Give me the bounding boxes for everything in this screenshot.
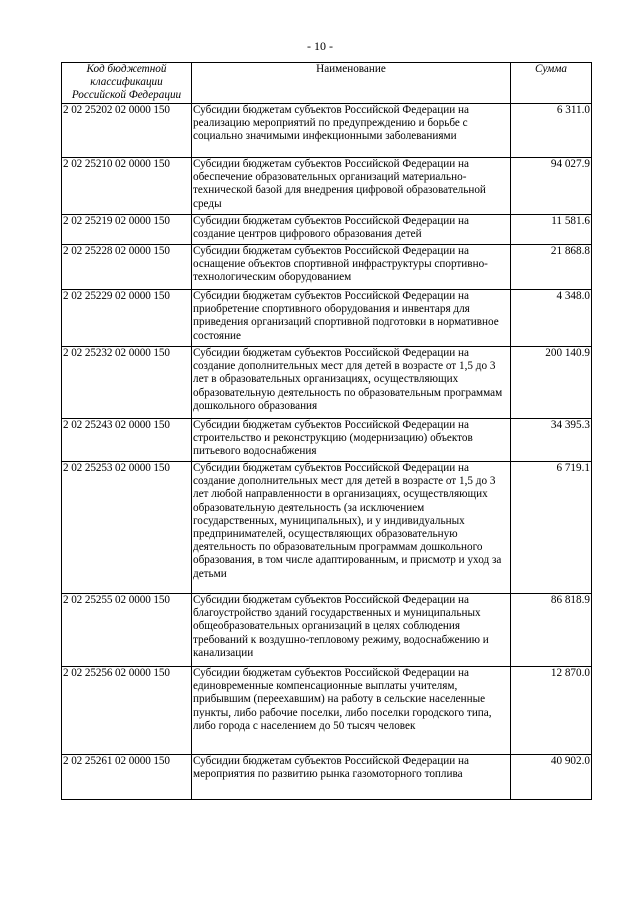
row-code: 2 02 25256 02 0000 150	[62, 667, 192, 755]
row-name: Субсидии бюджетам субъектов Российской Федерации на создание дополнительных мест для детей в возрасте от 1,5 до 3 лет любой направленности в организациях, осуществляющих образовательную деятельность (за исключением государственных, муниципальных), и у индивидуальных предпринимателей, осуществляющих образовательную деятельность по образовательным программам дошкольного образования, в том числе адаптированным, и присмотр и уход за детьми	[192, 462, 511, 594]
row-sum: 94 027.9	[511, 158, 592, 215]
table-header-row	[62, 63, 592, 104]
row-code: 2 02 25229 02 0000 150	[62, 290, 192, 347]
row-name: Субсидии бюджетам субъектов Российской Федерации на оснащение объектов спортивной инфраструктуры спортивно-технологическим оборудованием	[192, 245, 511, 290]
row-name: Субсидии бюджетам субъектов Российской Федерации на обеспечение образовательных организаций материально-технической базой для внедрения цифровой образовательной среды	[192, 158, 511, 215]
table-row	[62, 290, 592, 347]
row-name: Субсидии бюджетам субъектов Российской Федерации на мероприятия по развитию рынка газомоторного топлива	[192, 755, 511, 800]
table-row	[62, 594, 592, 667]
row-sum: 6 719.1	[511, 462, 592, 594]
row-code: 2 02 25202 02 0000 150	[62, 104, 192, 158]
row-name: Субсидии бюджетам субъектов Российской Федерации на создание центров цифрового образования детей	[192, 215, 511, 245]
row-code: 2 02 25210 02 0000 150	[62, 158, 192, 215]
row-name: Субсидии бюджетам субъектов Российской Федерации на создание дополнительных мест для детей в возрасте от 1,5 до 3 лет в образовательных организациях, осуществляющих образовательную деятельность по образовательным программам дошкольного образования	[192, 347, 511, 419]
row-sum: 40 902.0	[511, 755, 592, 800]
row-code: 2 02 25261 02 0000 150	[62, 755, 192, 800]
row-code: 2 02 25243 02 0000 150	[62, 419, 192, 462]
row-name: Субсидии бюджетам субъектов Российской Федерации на реализацию мероприятий по предупреждению и борьбе с социально значимыми инфекционными заболеваниями	[192, 104, 511, 158]
row-code: 2 02 25255 02 0000 150	[62, 594, 192, 667]
table-row	[62, 245, 592, 290]
row-name: Субсидии бюджетам субъектов Российской Федерации на приобретение спортивного оборудования и инвентаря для приведения организаций спортивной подготовки в нормативное состояние	[192, 290, 511, 347]
row-code: 2 02 25219 02 0000 150	[62, 215, 192, 245]
row-code: 2 02 25253 02 0000 150	[62, 462, 192, 594]
table-row	[62, 755, 592, 800]
row-code: 2 02 25228 02 0000 150	[62, 245, 192, 290]
table-row	[62, 158, 592, 215]
row-sum: 21 868.8	[511, 245, 592, 290]
row-sum: 11 581.6	[511, 215, 592, 245]
table-row	[62, 215, 592, 245]
table-row	[62, 104, 592, 158]
table-row	[62, 419, 592, 462]
row-name: Субсидии бюджетам субъектов Российской Федерации на строительство и реконструкцию (модернизацию) объектов питьевого водоснабжения	[192, 419, 511, 462]
table-row	[62, 462, 592, 594]
table-row	[62, 347, 592, 419]
row-sum: 200 140.9	[511, 347, 592, 419]
row-sum: 34 395.3	[511, 419, 592, 462]
page-number: - 10 -	[307, 39, 333, 53]
row-code: 2 02 25232 02 0000 150	[62, 347, 192, 419]
budget-table	[61, 62, 592, 800]
row-sum: 12 870.0	[511, 667, 592, 755]
header-sum: Сумма	[511, 63, 592, 104]
row-sum: 86 818.9	[511, 594, 592, 667]
table-row	[62, 667, 592, 755]
row-name: Субсидии бюджетам субъектов Российской Федерации на благоустройство зданий государственных и муниципальных общеобразовательных организаций в целях соблюдения требований к воздушно-тепловому режиму, водоснабжению и канализации	[192, 594, 511, 667]
header-name: Наименование	[192, 63, 511, 104]
row-sum: 4 348.0	[511, 290, 592, 347]
row-name: Субсидии бюджетам субъектов Российской Федерации на единовременные компенсационные выплаты учителям, прибывшим (переехавшим) на работу в сельские населенные пункты, либо рабочие поселки, либо поселки городского типа, либо города с населением до 50 тысяч человек	[192, 667, 511, 755]
header-code: Код бюджетной классификации Российской Федерации	[62, 63, 192, 104]
row-sum: 6 311.0	[511, 104, 592, 158]
